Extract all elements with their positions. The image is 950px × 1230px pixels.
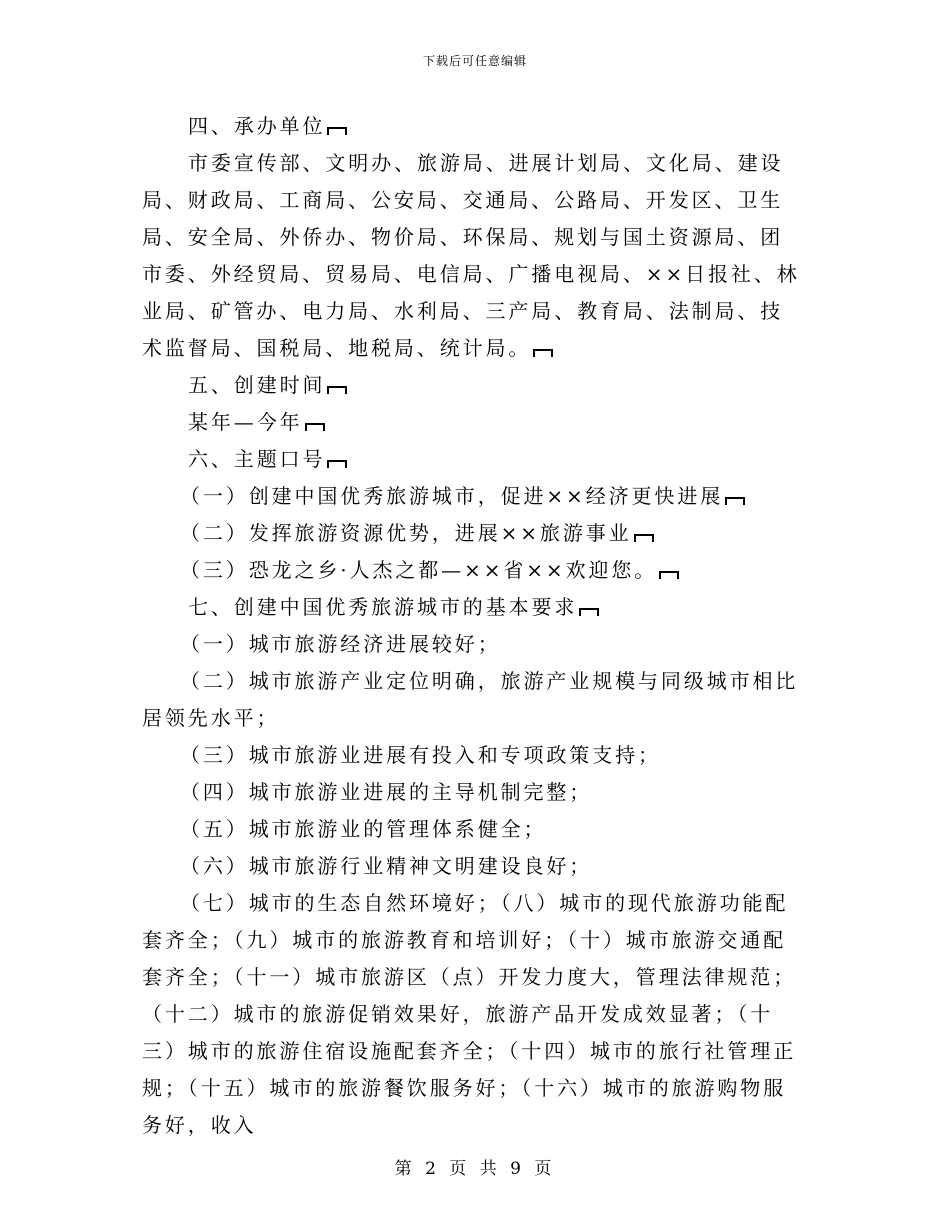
paragraph-text: （二）发挥旅游资源优势，进展××旅游事业 (180, 521, 632, 545)
requirement-items-7-16: （七）城市的生态自然环境好；（八）城市的现代旅游功能配套齐全；（九）城市的旅游教育和培训好；（十）城市旅游交通配套齐全；（十一）城市旅游区（点）开发力度大，管理法律规范；（十二）城市的旅游促销效果好，旅游产品开发成效显著；（十三）城市的旅游住宿设施配套齐全；（十四）城市的旅行社管理正规；（十五）城市的旅游餐饮服务好；（十六）城市的旅游购物服务好，收入 (142, 891, 797, 1137)
paragraph-text: 四、承办单位 (188, 114, 326, 138)
section-heading-requirements (142, 589, 802, 626)
paragraph-text: （一）创建中国优秀旅游城市，促进××经济更快进展 (180, 484, 724, 508)
requirement-item-2: （二）城市旅游产业定位明确，旅游产业规模与同级城市相比居领先水平； (142, 669, 799, 730)
paragraph-text: 五、创建时间 (188, 373, 326, 397)
slogan-item-3 (142, 552, 802, 589)
requirement-item-3: （三）城市旅游业进展有投入和专项政策支持； (180, 743, 661, 767)
paragraph-mark-icon (579, 608, 599, 616)
paragraph-mark-icon (327, 460, 347, 468)
paragraph-mark-icon (305, 423, 325, 431)
section-heading-time (142, 367, 802, 404)
paragraph-text: 七、创建中国优秀旅游城市的基本要求 (188, 595, 578, 619)
paragraph-mark-icon (634, 534, 654, 542)
paragraph-text: （三）恐龙之乡·人杰之都—××省××欢迎您。 (180, 558, 658, 582)
slogan-item-2 (142, 515, 802, 552)
paragraph-mark-icon (725, 497, 745, 505)
time-range-paragraph (142, 404, 802, 441)
requirement-item-4: （四）城市旅游业进展的主导机制完整； (180, 780, 593, 804)
paragraph-mark-icon (659, 571, 679, 579)
paragraph-text: 某年—今年 (188, 410, 303, 434)
requirement-item-6: （六）城市旅游行业精神文明建设良好； (180, 854, 593, 878)
requirement-item-5: （五）城市旅游业的管理体系健全； (180, 817, 547, 841)
paragraph-mark-icon (533, 349, 553, 357)
requirement-item-1: （一）城市旅游经济进展较好； (180, 632, 501, 656)
paragraph-mark-icon (327, 127, 347, 135)
paragraph-mark-icon (327, 386, 347, 394)
section-heading-organizers (142, 108, 802, 145)
document-body (142, 108, 802, 1144)
slogan-item-1 (142, 478, 802, 515)
paragraph-text: 六、主题口号 (188, 447, 326, 471)
paragraph-text: 市委宣传部、文明办、旅游局、进展计划局、文化局、建设局、财政局、工商局、公安局、交通局、公路局、开发区、卫生局、安全局、外侨办、物价局、环保局、规划与国土资源局、团市委、外经贸局、贸易局、电信局、广播电视局、××日报社、林业局、矿管办、电力局、水利局、三产局、教育局、法制局、技术监督局、国税局、地税局、统计局。 (142, 151, 800, 360)
page-header: 下载后可任意编辑 (422, 54, 527, 68)
page-footer: 第 2 页 共 9 页 (394, 1159, 556, 1179)
organizer-list-paragraph (142, 145, 802, 367)
section-heading-slogans (142, 441, 802, 478)
